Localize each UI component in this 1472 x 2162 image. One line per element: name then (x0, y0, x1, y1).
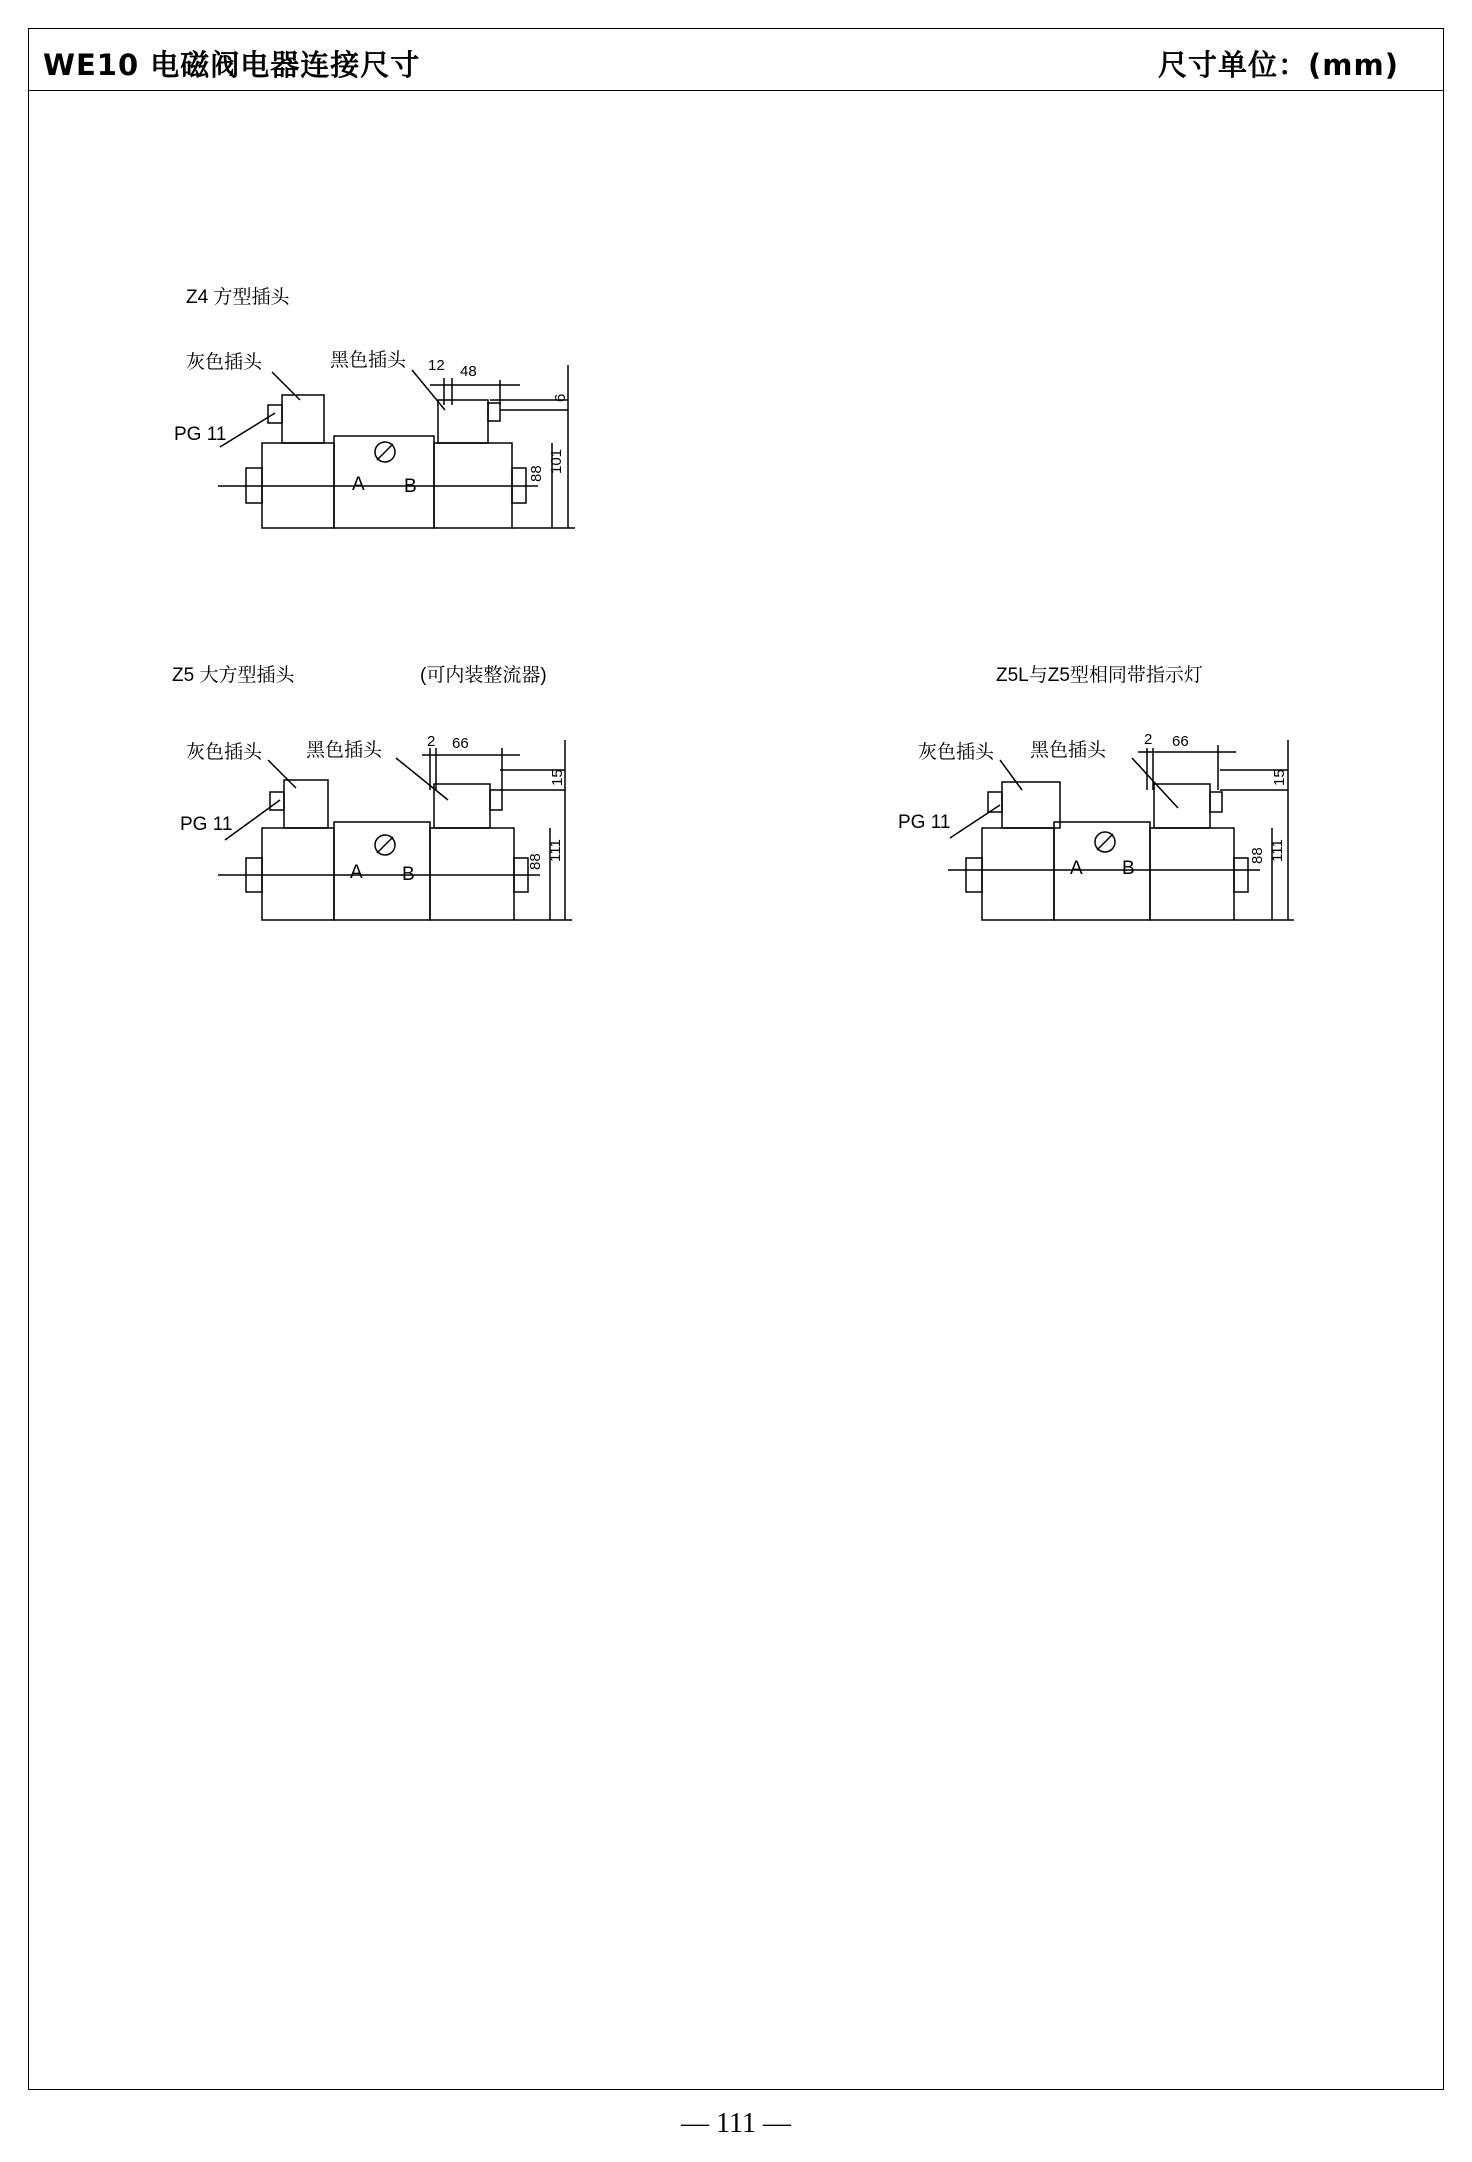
z5-note: (可内装整流器) (420, 665, 547, 686)
z5-dim-3: 15 (549, 769, 566, 786)
z5l-dim-3: 15 (1271, 769, 1288, 786)
z4-dim-4: 88 (528, 465, 545, 482)
z5l-grey-plug-label: 灰色插头 (918, 742, 995, 763)
z5l-coil-right (1150, 828, 1234, 920)
z5l-black-gland (1210, 792, 1222, 812)
z5l-grey-plug (1002, 782, 1060, 828)
z5l-port-b: B (1122, 858, 1135, 879)
z5l-dim-4: 88 (1249, 847, 1266, 864)
unit-label: 尺寸单位：(mm) (1158, 48, 1399, 82)
z5l-valve-body (1054, 822, 1150, 920)
z5l-dim-2: 66 (1172, 733, 1189, 750)
z4-dim-5: 101 (548, 448, 565, 474)
z4-dim-1: 12 (428, 357, 445, 374)
z5l-dim-5: 111 (1269, 839, 1286, 862)
z5l-right-cap (1234, 858, 1248, 892)
z5l-black-plug-label: 黑色插头 (1030, 740, 1107, 761)
z5l-left-cap (966, 858, 982, 892)
z4-port-a: A (352, 474, 365, 495)
z5l-coil-left (982, 828, 1054, 920)
page-title: WE10 电磁阀电器连接尺寸 (43, 48, 421, 82)
z5-dim-5: 111 (547, 839, 564, 862)
z5l-caption: Z5L与Z5型相同带指示灯 (996, 665, 1203, 686)
z4-dim-3: 6 (552, 393, 569, 402)
page-number: — 111 — (681, 2108, 791, 2139)
z5-caption: Z5 大方型插头 (172, 665, 295, 686)
z4-port-b: B (404, 476, 417, 497)
z5l-pg-label: PG 11 (898, 812, 951, 833)
z5-dim-1: 2 (427, 733, 436, 750)
z5l-labels (898, 731, 1288, 879)
z4-grey-plug-label: 灰色插头 (186, 352, 263, 373)
z5-grey-plug-label: 灰色插头 (186, 742, 263, 763)
z5-port-b: B (402, 864, 415, 885)
z4-pg-label: PG 11 (174, 424, 227, 445)
z5l-dim-1: 2 (1144, 731, 1153, 748)
z5-black-plug-label: 黑色插头 (306, 740, 383, 761)
z4-black-plug-label: 黑色插头 (330, 350, 407, 371)
z5-dim-4: 88 (527, 853, 544, 870)
z4-dim-2: 48 (460, 363, 477, 380)
z5-port-a: A (350, 862, 363, 883)
z5-pg-label: PG 11 (180, 814, 233, 835)
z5l-port-a: A (1070, 858, 1083, 879)
z4-caption: Z4 方型插头 (186, 287, 290, 308)
z5-dim-2: 66 (452, 735, 469, 752)
